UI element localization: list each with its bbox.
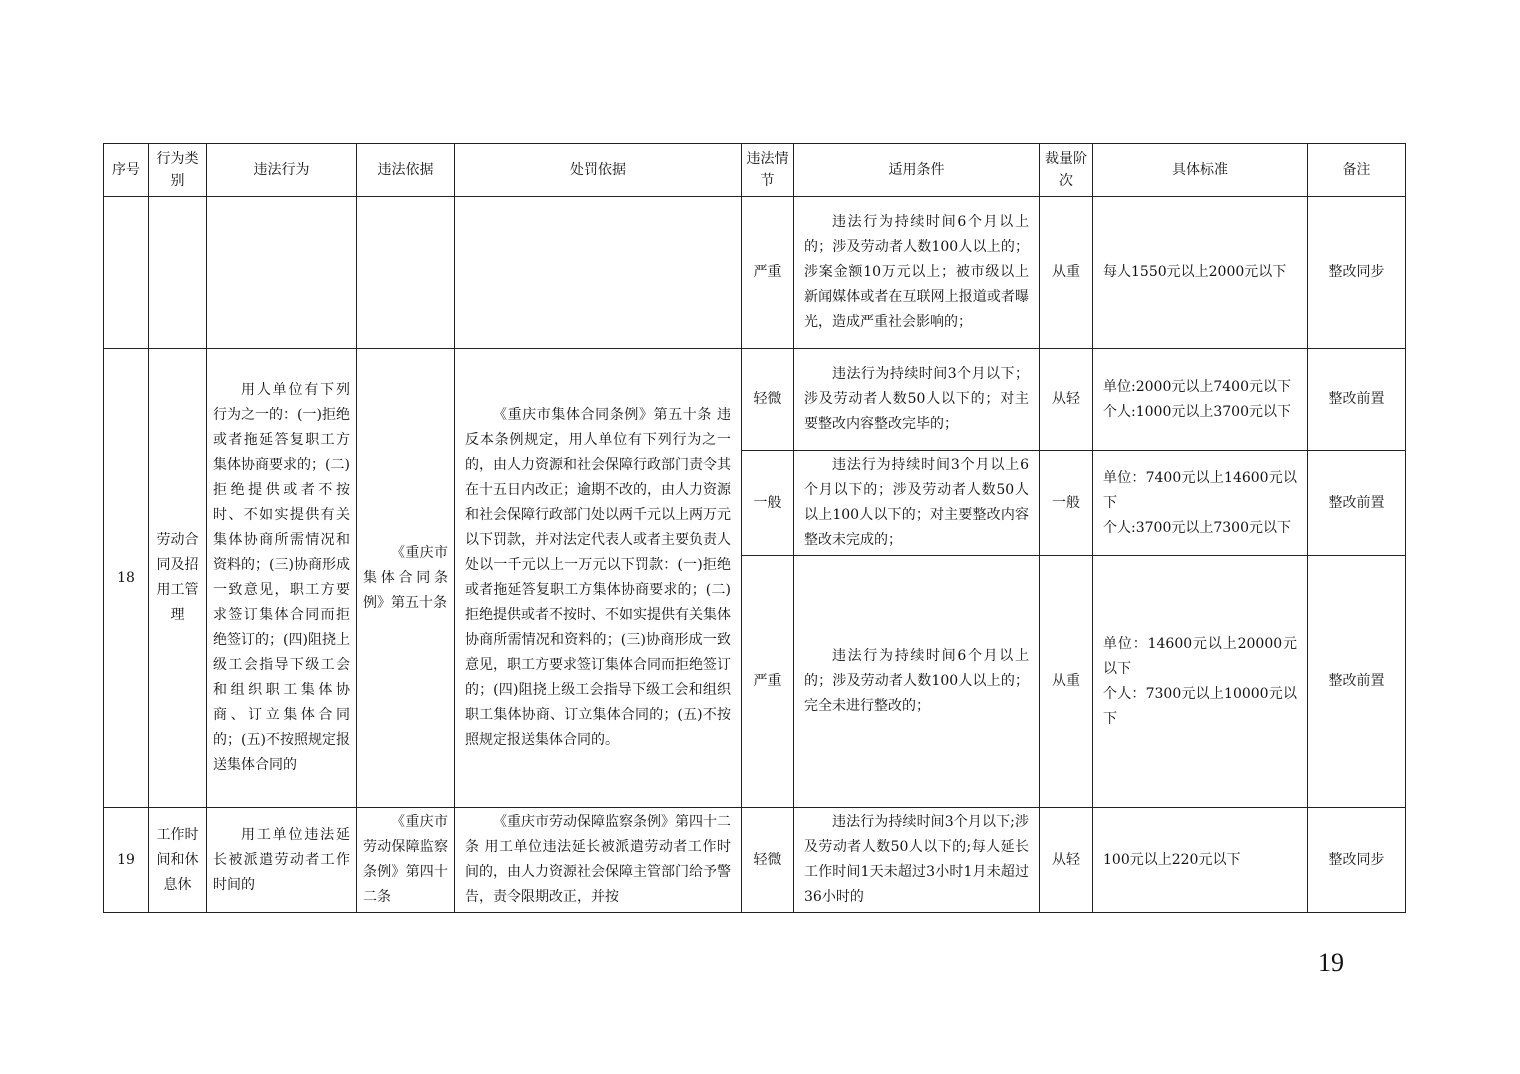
conditions-cell: 违法行为持续时间3个月以上6个月以下的；涉及劳动者人数50人以上100人以下的；对主要整改内容整改未完成的； xyxy=(794,451,1040,556)
circumstance-cell: 轻微 xyxy=(742,808,794,913)
empty-cell xyxy=(455,197,742,349)
behavior-cell: 用人单位有下列行为之一的：(一)拒绝或者拖延答复职工方集体协商要求的；(二)拒绝提供或者不按时、不如实提供有关集体协商所需情况和资料的；(三)协商形成一致意见，职工方要求签订集体合同而拒绝签订的；(四)阻挠上级工会指导下级工会和组织职工集体协商、订立集体合同的；(五)不按照规定报送集体合同的 xyxy=(207,349,357,808)
empty-cell xyxy=(357,197,455,349)
row-number: 18 xyxy=(104,349,149,808)
level-cell: 从重 xyxy=(1040,197,1093,349)
header-standard: 具体标准 xyxy=(1093,144,1308,197)
basis-cell: 《重庆市劳动保障监察条例》第四十二条 xyxy=(357,808,455,913)
header-remark: 备注 xyxy=(1308,144,1406,197)
remark-cell: 整改前置 xyxy=(1308,556,1406,808)
page-number: 19 xyxy=(1318,948,1344,977)
table-row xyxy=(104,349,1406,451)
standard-unit: 单位:2000元以上7400元以下 xyxy=(1103,378,1291,395)
conditions-cell: 违法行为持续时间3个月以下；涉及劳动者人数50人以下的；对主要整改内容整改完毕的； xyxy=(794,349,1040,451)
standard-unit: 单位：14600元以上20000元以下 xyxy=(1103,635,1297,677)
empty-cell xyxy=(207,197,357,349)
standard-person: 个人:3700元以上7300元以下 xyxy=(1103,519,1291,536)
header-penalty-basis: 处罚依据 xyxy=(455,144,742,197)
standard-cell: 100元以上220元以下 xyxy=(1093,808,1308,913)
header-row xyxy=(104,144,1406,197)
row-number: 19 xyxy=(104,808,149,913)
penalty-basis-cell: 《重庆市劳动保障监察条例》第四十二条 用工单位违法延长被派遣劳动者工作时间的，由人力资源社会保障主管部门给予警告，责令限期改正，并按 xyxy=(455,808,742,913)
header-circumstance: 违法情节 xyxy=(742,144,794,197)
remark-cell: 整改同步 xyxy=(1308,808,1406,913)
table-row xyxy=(104,197,1406,349)
header-behavior: 违法行为 xyxy=(207,144,357,197)
standard-cell xyxy=(1093,451,1308,556)
standard-unit: 单位：7400元以上14600元以下 xyxy=(1103,469,1297,511)
empty-cell xyxy=(104,197,149,349)
header-level: 裁量阶次 xyxy=(1040,144,1093,197)
remark-cell: 整改前置 xyxy=(1308,451,1406,556)
conditions-cell: 违法行为持续时间3个月以下;涉及劳动者人数50人以下的;每人延长工作时间1天未超过3小时1月未超过36小时的 xyxy=(794,808,1040,913)
conditions-cell: 违法行为持续时间6个月以上的；涉及劳动者人数100人以上的；涉案金额10万元以上；被市级以上新闻媒体或者在互联网上报道或者曝光，造成严重社会影响的； xyxy=(794,197,1040,349)
circumstance-cell: 严重 xyxy=(742,197,794,349)
behavior-cell: 用工单位违法延长被派遣劳动者工作时间的 xyxy=(207,808,357,913)
basis-cell: 《重庆市集体合同条例》第五十条 xyxy=(357,349,455,808)
level-cell: 一般 xyxy=(1040,451,1093,556)
standard-cell xyxy=(1093,349,1308,451)
circumstance-cell: 轻微 xyxy=(742,349,794,451)
circumstance-cell: 严重 xyxy=(742,556,794,808)
standard-cell xyxy=(1093,556,1308,808)
empty-cell xyxy=(149,197,207,349)
level-cell: 从轻 xyxy=(1040,349,1093,451)
table-row xyxy=(104,808,1406,913)
standard-person: 个人:1000元以上3700元以下 xyxy=(1103,403,1291,420)
conditions-cell: 违法行为持续时间6个月以上的；涉及劳动者人数100人以上的；完全未进行整改的； xyxy=(794,556,1040,808)
header-no: 序号 xyxy=(104,144,149,197)
remark-cell: 整改同步 xyxy=(1308,197,1406,349)
standard-cell: 每人1550元以上2000元以下 xyxy=(1093,197,1308,349)
penalty-standard-table xyxy=(103,143,1406,913)
level-cell: 从轻 xyxy=(1040,808,1093,913)
remark-cell: 整改前置 xyxy=(1308,349,1406,451)
header-conditions: 适用条件 xyxy=(794,144,1040,197)
penalty-basis-cell: 《重庆市集体合同条例》第五十条 违反本条例规定，用人单位有下列行为之一的，由人力资源和社会保障行政部门责令其在十五日内改正；逾期不改的，由人力资源和社会保障行政部门处以两千元以上两万元以下罚款，并对法定代表人或者主要负责人处以一千元以上一万元以下罚款：(一)拒绝或者拖延答复职工方集体协商要求的；(二)拒绝提供或者不按时、不如实提供有关集体协商所需情况和资料的；(三)协商形成一致意见，职工方要求签订集体合同而拒绝签订的；(四)阻挠上级工会指导下级工会和组织职工集体协商、订立集体合同的；(五)不按照规定报送集体合同的。 xyxy=(455,349,742,808)
standard-person: 个人：7300元以上10000元以下 xyxy=(1103,685,1297,727)
category-cell: 劳动合同及招用工管理 xyxy=(149,349,207,808)
level-cell: 从重 xyxy=(1040,556,1093,808)
header-basis: 违法依据 xyxy=(357,144,455,197)
category-cell: 工作时间和休息休 xyxy=(149,808,207,913)
circumstance-cell: 一般 xyxy=(742,451,794,556)
header-category: 行为类别 xyxy=(149,144,207,197)
